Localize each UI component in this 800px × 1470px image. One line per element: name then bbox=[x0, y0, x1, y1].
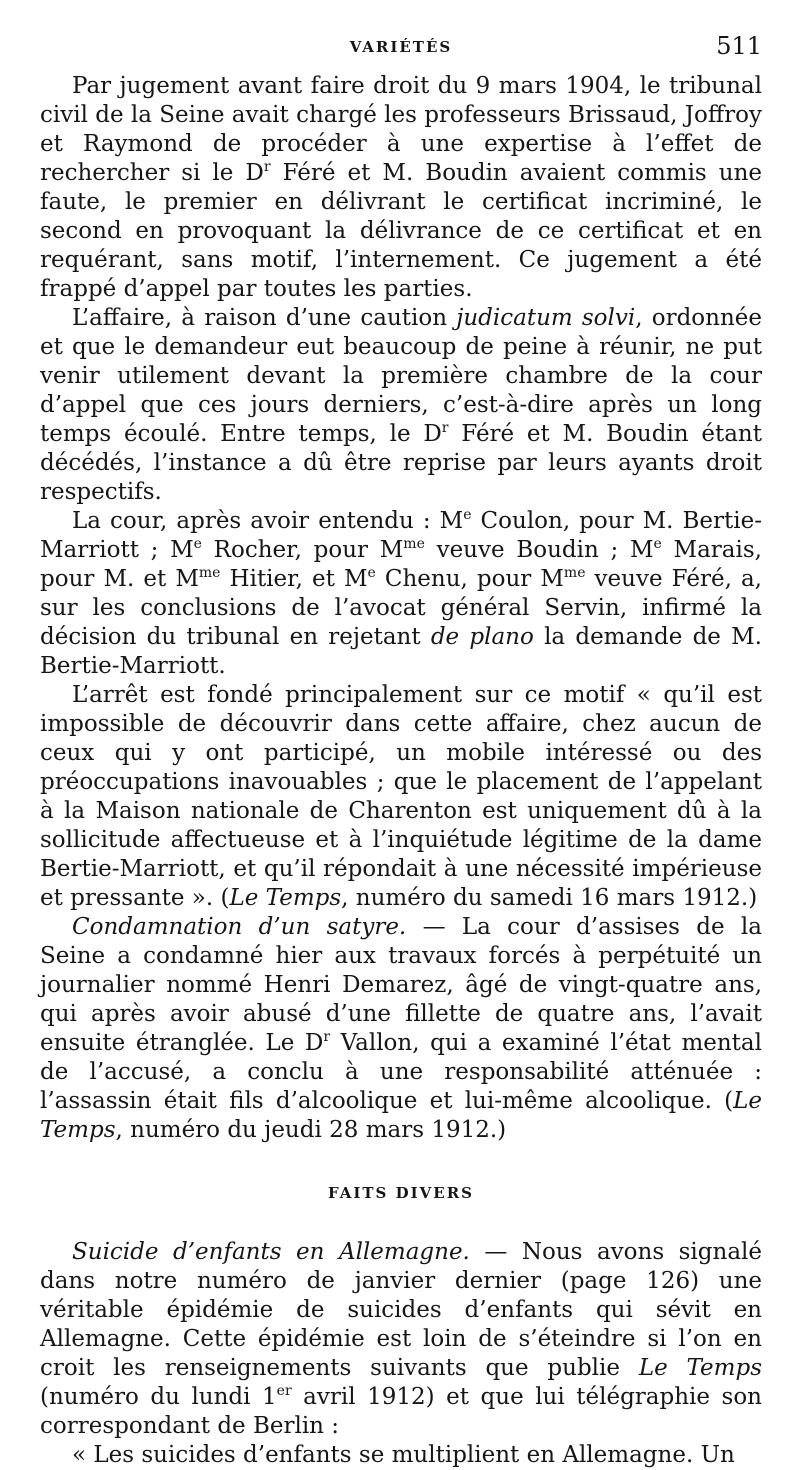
text-run: La cour, après avoir entendu : M bbox=[72, 508, 464, 534]
italic-text: Condamnation d’un satyre. bbox=[72, 914, 407, 940]
italic-text: Le Temps bbox=[229, 885, 342, 911]
superscript: r bbox=[263, 159, 271, 175]
text-run: la demande de M. Bertie-Marriott. bbox=[40, 624, 762, 679]
superscript: e bbox=[463, 507, 472, 523]
text-run: Hitier, et M bbox=[220, 566, 368, 592]
superscript: me bbox=[403, 536, 425, 552]
running-head: VARIÉTÉS bbox=[349, 38, 453, 56]
paragraph-quote bbox=[40, 1441, 762, 1470]
paragraph-arret bbox=[40, 681, 762, 913]
text-run: Rocher, pour M bbox=[201, 537, 404, 563]
text-run: , numéro du jeudi 28 mars 1912.) bbox=[115, 1117, 507, 1143]
italic-text: Le Temps bbox=[638, 1355, 763, 1381]
text-run: — La cour d’assises de la Seine a condamné hier aux travaux forcés à perpétuité un journalier nommé Henri Demarez, âgé de vingt-quatre ans, qui après avoir abusé d’une fillette de quatre ans, l’avait ensuite étranglée. Le D bbox=[40, 914, 762, 1056]
superscript: e bbox=[193, 536, 202, 552]
paragraph-suicide bbox=[40, 1238, 762, 1441]
text-run: , ordonnée et que le demandeur eut beaucoup de peine à réunir, ne put venir utilement devant la première chambre de la cour d’appel que ces jours derniers, c’est-à-dire après un long temps écoulé. Entre temps, le D bbox=[40, 305, 762, 447]
superscript: r bbox=[323, 1029, 331, 1045]
book-page bbox=[40, 32, 762, 1470]
section-heading: FAITS DIVERS bbox=[327, 1184, 475, 1202]
text-run: Vallon, qui a examiné l’état mental de l’accusé, a conclu à une responsabilité atténuée : l’assassin était fils d’alcoolique et lui-même alcoolique. ( bbox=[40, 1030, 762, 1114]
text-run: Féré et M. Boudin avaient commis une faute, le premier en délivrant le certificat incriminé, le second en provoquant la délivrance de ce certificat et en requérant, sans motif, l’internement. Ce jugement a été frappé d’appel par toutes les parties. bbox=[40, 160, 763, 302]
superscript: me bbox=[198, 565, 221, 581]
text-run: (numéro du lundi 1 bbox=[40, 1384, 277, 1410]
paragraph-cour bbox=[40, 507, 762, 681]
paragraph-condamnation bbox=[40, 913, 762, 1145]
italic-text: judicatum solvi bbox=[456, 305, 636, 331]
body-text bbox=[40, 72, 762, 1470]
text-run: avril 1912) et que lui télégraphie son correspondant de Berlin : bbox=[40, 1384, 762, 1439]
paragraph-jugement bbox=[40, 72, 762, 304]
text-run: , numéro du samedi 16 mars 1912.) bbox=[341, 885, 758, 911]
text-run: veuve Boudin ; M bbox=[424, 537, 654, 563]
superscript: e bbox=[653, 536, 662, 552]
text-run: Marais, pour M. et M bbox=[40, 537, 762, 592]
text-run: Chenu, pour M bbox=[375, 566, 564, 592]
italic-text: de plano bbox=[430, 624, 534, 650]
page-header bbox=[40, 32, 762, 72]
text-run: « Les suicides d’enfants se multiplient en Allemagne. Un bbox=[72, 1442, 735, 1468]
text-run: Par jugement avant faire droit du 9 mars 1904, le tribunal civil de la Seine avait chargé les professeurs Brissaud, Joffroy et Raymond de procéder à une expertise à l’effet de rechercher si le D bbox=[40, 73, 762, 186]
italic-text: Suicide d’enfants en Allemagne. bbox=[72, 1239, 470, 1265]
text-run: veuve Féré, a, sur les conclusions de l’avocat général Servin, infirmé la décision du tribunal en rejetant bbox=[40, 566, 762, 650]
superscript: r bbox=[441, 420, 449, 436]
text-run: Féré et M. Boudin étant décédés, l’instance a dû être reprise par leurs ayants droit respectifs. bbox=[40, 421, 762, 505]
text-run: — Nous avons signalé dans notre numéro de janvier dernier (page 126) une véritable épidémie de suicides d’enfants qui sévit en Allemagne. Cette épidémie est loin de s’éteindre si l’on en croit les renseignements suivants que publie bbox=[40, 1239, 762, 1381]
text-run: Coulon, pour M. Bertie-Marriott ; M bbox=[40, 508, 762, 563]
page-number: 511 bbox=[716, 32, 762, 60]
text-run: L’affaire, à raison d’une caution bbox=[72, 305, 457, 331]
paragraph-affaire bbox=[40, 304, 762, 507]
italic-text: Le Temps bbox=[40, 1088, 762, 1143]
superscript: e bbox=[367, 565, 376, 581]
superscript: me bbox=[563, 565, 586, 581]
text-run: L’arrêt est fondé principalement sur ce motif « qu’il est impossible de découvrir dans cette affaire, chez aucun de ceux qui y ont participé, un mobile intéressé ou des préoccupations inavouables ; que le placement de l’appelant à la Maison nationale de Charenton est uniquement dû à la sollicitude affectueuse et à l’inquiétude légitime de la dame Bertie-Marriott, et qu’il répondait à une nécessité impérieuse et pressante ». ( bbox=[40, 682, 762, 911]
superscript: er bbox=[276, 1383, 292, 1399]
